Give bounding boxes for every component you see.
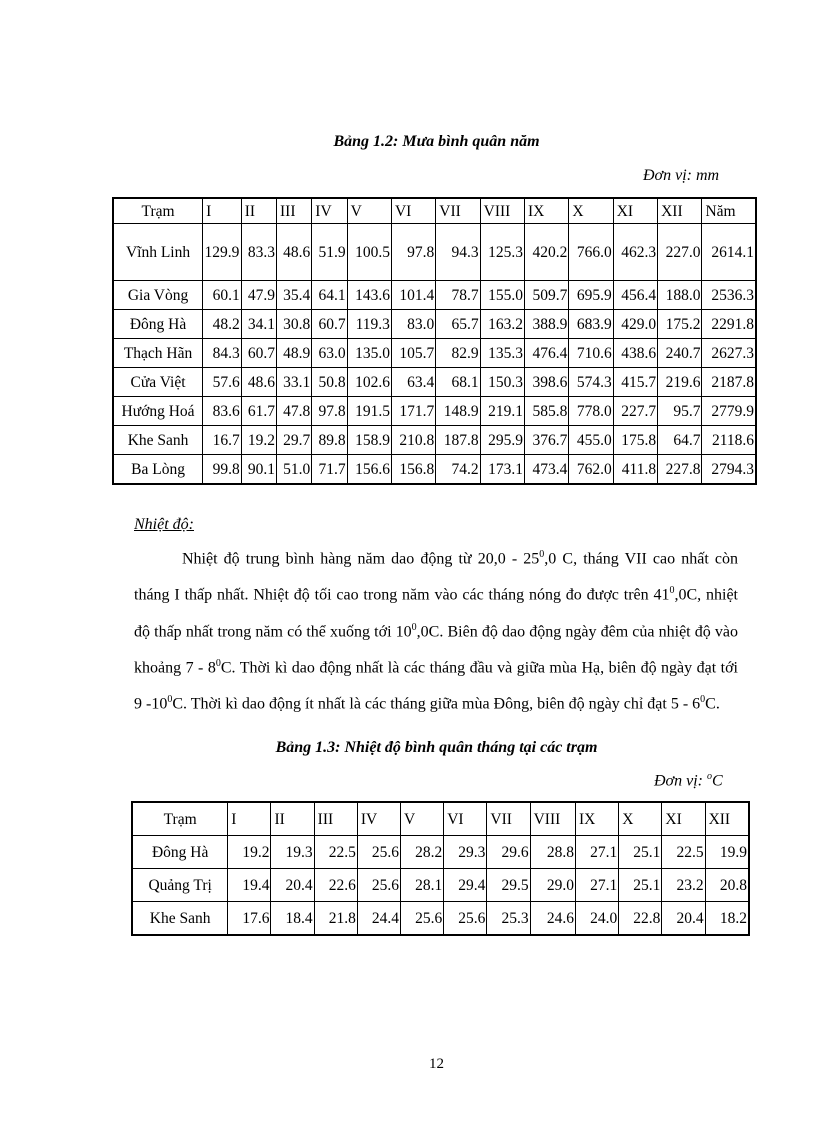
header-month: XI xyxy=(613,198,657,224)
value-cell: 227.8 xyxy=(658,455,702,485)
value-cell: 429.0 xyxy=(613,310,657,339)
value-cell: 2536.3 xyxy=(702,281,756,310)
value-cell: 28.1 xyxy=(401,869,444,902)
value-cell: 29.3 xyxy=(444,836,487,869)
value-cell: 295.9 xyxy=(480,426,524,455)
header-month: Năm xyxy=(702,198,756,224)
value-cell: 125.3 xyxy=(480,224,524,281)
value-cell: 18.4 xyxy=(271,902,314,936)
table1-row xyxy=(113,339,756,368)
value-cell: 2614.1 xyxy=(702,224,756,281)
station-name: Cửa Việt xyxy=(113,368,203,397)
value-cell: 150.3 xyxy=(480,368,524,397)
value-cell: 187.8 xyxy=(436,426,480,455)
table1-row xyxy=(113,310,756,339)
value-cell: 156.6 xyxy=(347,455,391,485)
value-cell: 25.1 xyxy=(619,836,662,869)
header-month: X xyxy=(569,198,613,224)
value-cell: 25.3 xyxy=(487,902,530,936)
value-cell: 2779.9 xyxy=(702,397,756,426)
temperature-paragraph xyxy=(134,539,738,721)
value-cell: 135.0 xyxy=(347,339,391,368)
header-month: XII xyxy=(705,802,749,836)
header-month: III xyxy=(277,198,312,224)
table1-row xyxy=(113,397,756,426)
table2-unit-suffix: C xyxy=(711,772,723,790)
value-cell: 83.6 xyxy=(203,397,242,426)
table1-caption-label: Bảng 1.2 xyxy=(333,133,394,150)
value-cell: 2291.8 xyxy=(702,310,756,339)
value-cell: 84.3 xyxy=(203,339,242,368)
value-cell: 48.6 xyxy=(241,368,276,397)
paragraph-part: Nhiệt độ trung bình hàng năm dao động từ 20,0 - 25 xyxy=(182,550,540,568)
header-month: XII xyxy=(658,198,702,224)
value-cell: 415.7 xyxy=(613,368,657,397)
value-cell: 21.8 xyxy=(314,902,357,936)
value-cell: 129.9 xyxy=(203,224,242,281)
value-cell: 22.5 xyxy=(314,836,357,869)
value-cell: 135.3 xyxy=(480,339,524,368)
value-cell: 163.2 xyxy=(480,310,524,339)
paragraph-part: ,0C, nhiệt độ thấp nhất trong năm có thể xuống tới 10 xyxy=(134,586,738,640)
header-month: I xyxy=(203,198,242,224)
value-cell: 19.3 xyxy=(271,836,314,869)
superscript: 0 xyxy=(215,657,221,669)
temperature-table xyxy=(131,801,750,936)
table1-row xyxy=(113,455,756,485)
superscript: 0 xyxy=(669,585,675,597)
value-cell: 102.6 xyxy=(347,368,391,397)
value-cell: 25.6 xyxy=(357,869,400,902)
table1-row xyxy=(113,368,756,397)
value-cell: 191.5 xyxy=(347,397,391,426)
value-cell: 57.6 xyxy=(203,368,242,397)
value-cell: 683.9 xyxy=(569,310,613,339)
value-cell: 20.4 xyxy=(662,902,705,936)
value-cell: 16.7 xyxy=(203,426,242,455)
value-cell: 18.2 xyxy=(705,902,749,936)
table1-header-row xyxy=(113,198,756,224)
value-cell: 19.9 xyxy=(705,836,749,869)
value-cell: 29.0 xyxy=(530,869,575,902)
value-cell: 50.8 xyxy=(312,368,347,397)
value-cell: 90.1 xyxy=(241,455,276,485)
value-cell: 22.5 xyxy=(662,836,705,869)
header-station: Trạm xyxy=(113,198,203,224)
value-cell: 25.1 xyxy=(619,869,662,902)
value-cell: 78.7 xyxy=(436,281,480,310)
value-cell: 171.7 xyxy=(391,397,435,426)
value-cell: 210.8 xyxy=(391,426,435,455)
table2-row xyxy=(132,836,749,869)
value-cell: 48.9 xyxy=(277,339,312,368)
value-cell: 83.0 xyxy=(391,310,435,339)
section-title: Nhiệt độ: xyxy=(134,516,194,533)
value-cell: 219.6 xyxy=(658,368,702,397)
value-cell: 101.4 xyxy=(391,281,435,310)
value-cell: 22.6 xyxy=(314,869,357,902)
header-month: IV xyxy=(357,802,400,836)
value-cell: 574.3 xyxy=(569,368,613,397)
value-cell: 47.8 xyxy=(277,397,312,426)
header-month: X xyxy=(619,802,662,836)
value-cell: 158.9 xyxy=(347,426,391,455)
value-cell: 28.8 xyxy=(530,836,575,869)
value-cell: 89.8 xyxy=(312,426,347,455)
value-cell: 156.8 xyxy=(391,455,435,485)
value-cell: 63.0 xyxy=(312,339,347,368)
value-cell: 188.0 xyxy=(658,281,702,310)
station-name: Vĩnh Linh xyxy=(113,224,203,281)
table2-caption: Bảng 1.3: Nhiệt độ bình quân tháng tại các trạm xyxy=(275,739,598,756)
value-cell: 105.7 xyxy=(391,339,435,368)
value-cell: 473.4 xyxy=(525,455,569,485)
value-cell: 100.5 xyxy=(347,224,391,281)
value-cell: 29.5 xyxy=(487,869,530,902)
station-name: Thạch Hãn xyxy=(113,339,203,368)
table2-row xyxy=(132,902,749,936)
value-cell: 762.0 xyxy=(569,455,613,485)
value-cell: 71.7 xyxy=(312,455,347,485)
station-name: Gia Vòng xyxy=(113,281,203,310)
value-cell: 155.0 xyxy=(480,281,524,310)
header-month: VI xyxy=(391,198,435,224)
table1-row xyxy=(113,281,756,310)
value-cell: 99.8 xyxy=(203,455,242,485)
value-cell: 65.7 xyxy=(436,310,480,339)
paragraph-part: C. xyxy=(705,695,720,713)
header-month: XI xyxy=(662,802,705,836)
superscript: 0 xyxy=(167,694,173,706)
value-cell: 20.8 xyxy=(705,869,749,902)
table1-caption-text: : Mưa bình quân năm xyxy=(393,133,540,150)
value-cell: 30.8 xyxy=(277,310,312,339)
value-cell: 24.6 xyxy=(530,902,575,936)
value-cell: 766.0 xyxy=(569,224,613,281)
value-cell: 456.4 xyxy=(613,281,657,310)
value-cell: 388.9 xyxy=(525,310,569,339)
value-cell: 455.0 xyxy=(569,426,613,455)
header-month: VI xyxy=(444,802,487,836)
table2-row xyxy=(132,869,749,902)
header-month: VIII xyxy=(480,198,524,224)
value-cell: 25.6 xyxy=(357,836,400,869)
value-cell: 2187.8 xyxy=(702,368,756,397)
header-station: Trạm xyxy=(132,802,228,836)
value-cell: 175.2 xyxy=(658,310,702,339)
value-cell: 29.4 xyxy=(444,869,487,902)
value-cell: 24.4 xyxy=(357,902,400,936)
value-cell: 29.6 xyxy=(487,836,530,869)
value-cell: 19.4 xyxy=(228,869,271,902)
station-name: Đông Hà xyxy=(132,836,228,869)
value-cell: 95.7 xyxy=(658,397,702,426)
value-cell: 47.9 xyxy=(241,281,276,310)
table2-unit-prefix: Đơn vị: xyxy=(654,772,707,790)
value-cell: 695.9 xyxy=(569,281,613,310)
value-cell: 22.8 xyxy=(619,902,662,936)
header-month: IV xyxy=(312,198,347,224)
header-month: II xyxy=(271,802,314,836)
station-name: Hướng Hoá xyxy=(113,397,203,426)
value-cell: 68.1 xyxy=(436,368,480,397)
value-cell: 97.8 xyxy=(312,397,347,426)
value-cell: 74.2 xyxy=(436,455,480,485)
table1-row xyxy=(113,224,756,281)
header-month: V xyxy=(347,198,391,224)
value-cell: 27.1 xyxy=(576,836,619,869)
value-cell: 420.2 xyxy=(525,224,569,281)
header-month: VIII xyxy=(530,802,575,836)
degree-superscript: o xyxy=(706,771,712,782)
value-cell: 585.8 xyxy=(525,397,569,426)
paragraph-part: C. Thời kì dao động ít nhất là các tháng giữa mùa Đông, biên độ ngày chỉ đạt 5 - 6 xyxy=(172,695,701,713)
value-cell: 48.2 xyxy=(203,310,242,339)
value-cell: 173.1 xyxy=(480,455,524,485)
header-month: III xyxy=(314,802,357,836)
value-cell: 398.6 xyxy=(525,368,569,397)
value-cell: 48.6 xyxy=(277,224,312,281)
header-month: VII xyxy=(436,198,480,224)
table1-caption xyxy=(0,133,816,151)
value-cell: 35.4 xyxy=(277,281,312,310)
station-name: Khe Sanh xyxy=(132,902,228,936)
value-cell: 2118.6 xyxy=(702,426,756,455)
value-cell: 219.1 xyxy=(480,397,524,426)
value-cell: 23.2 xyxy=(662,869,705,902)
value-cell: 94.3 xyxy=(436,224,480,281)
value-cell: 17.6 xyxy=(228,902,271,936)
value-cell: 51.9 xyxy=(312,224,347,281)
value-cell: 33.1 xyxy=(277,368,312,397)
value-cell: 83.3 xyxy=(241,224,276,281)
value-cell: 411.8 xyxy=(613,455,657,485)
value-cell: 61.7 xyxy=(241,397,276,426)
paragraph-part: ,0C. Biên độ dao động ngày đêm của nhiệt độ vào khoảng 7 - 8 xyxy=(134,622,738,677)
value-cell: 24.0 xyxy=(576,902,619,936)
superscript: 0 xyxy=(539,549,545,560)
value-cell: 27.1 xyxy=(576,869,619,902)
value-cell: 34.1 xyxy=(241,310,276,339)
value-cell: 28.2 xyxy=(401,836,444,869)
value-cell: 63.4 xyxy=(391,368,435,397)
header-month: I xyxy=(228,802,271,836)
superscript: 0 xyxy=(411,621,417,633)
station-name: Quảng Trị xyxy=(132,869,228,902)
paragraph-part: C. Thời kì dao động nhất là các tháng đầu và giữa mùa Hạ, biên độ ngày đạt tới 9 -10 xyxy=(134,659,738,713)
value-cell: 29.7 xyxy=(277,426,312,455)
value-cell: 438.6 xyxy=(613,339,657,368)
value-cell: 60.7 xyxy=(241,339,276,368)
value-cell: 60.7 xyxy=(312,310,347,339)
value-cell: 2794.3 xyxy=(702,455,756,485)
header-month: IX xyxy=(576,802,619,836)
value-cell: 476.4 xyxy=(525,339,569,368)
value-cell: 20.4 xyxy=(271,869,314,902)
station-name: Khe Sanh xyxy=(113,426,203,455)
value-cell: 778.0 xyxy=(569,397,613,426)
rainfall-table xyxy=(112,197,757,485)
station-name: Đông Hà xyxy=(113,310,203,339)
value-cell: 143.6 xyxy=(347,281,391,310)
value-cell: 19.2 xyxy=(228,836,271,869)
value-cell: 82.9 xyxy=(436,339,480,368)
header-month: II xyxy=(241,198,276,224)
value-cell: 60.1 xyxy=(203,281,242,310)
value-cell: 227.7 xyxy=(613,397,657,426)
value-cell: 710.6 xyxy=(569,339,613,368)
value-cell: 51.0 xyxy=(277,455,312,485)
value-cell: 148.9 xyxy=(436,397,480,426)
value-cell: 64.7 xyxy=(658,426,702,455)
page-number: 12 xyxy=(429,1056,444,1072)
value-cell: 175.8 xyxy=(613,426,657,455)
value-cell: 240.7 xyxy=(658,339,702,368)
superscript: 0 xyxy=(700,694,706,706)
value-cell: 19.2 xyxy=(241,426,276,455)
table2-unit xyxy=(654,771,723,790)
header-month: V xyxy=(401,802,444,836)
value-cell: 97.8 xyxy=(391,224,435,281)
paragraph-part: ,0 C, tháng VII cao nhất còn tháng I thấp nhất. Nhiệt độ tối cao trong năm vào các tháng nóng đo được trên 41 xyxy=(134,550,738,604)
table2-header-row xyxy=(132,802,749,836)
value-cell: 25.6 xyxy=(444,902,487,936)
header-month: IX xyxy=(525,198,569,224)
value-cell: 376.7 xyxy=(525,426,569,455)
station-name: Ba Lòng xyxy=(113,455,203,485)
table1-unit: Đơn vị: mm xyxy=(643,167,720,184)
value-cell: 119.3 xyxy=(347,310,391,339)
value-cell: 227.0 xyxy=(658,224,702,281)
table1-row xyxy=(113,426,756,455)
value-cell: 25.6 xyxy=(401,902,444,936)
value-cell: 64.1 xyxy=(312,281,347,310)
value-cell: 462.3 xyxy=(613,224,657,281)
header-month: VII xyxy=(487,802,530,836)
value-cell: 509.7 xyxy=(525,281,569,310)
value-cell: 2627.3 xyxy=(702,339,756,368)
